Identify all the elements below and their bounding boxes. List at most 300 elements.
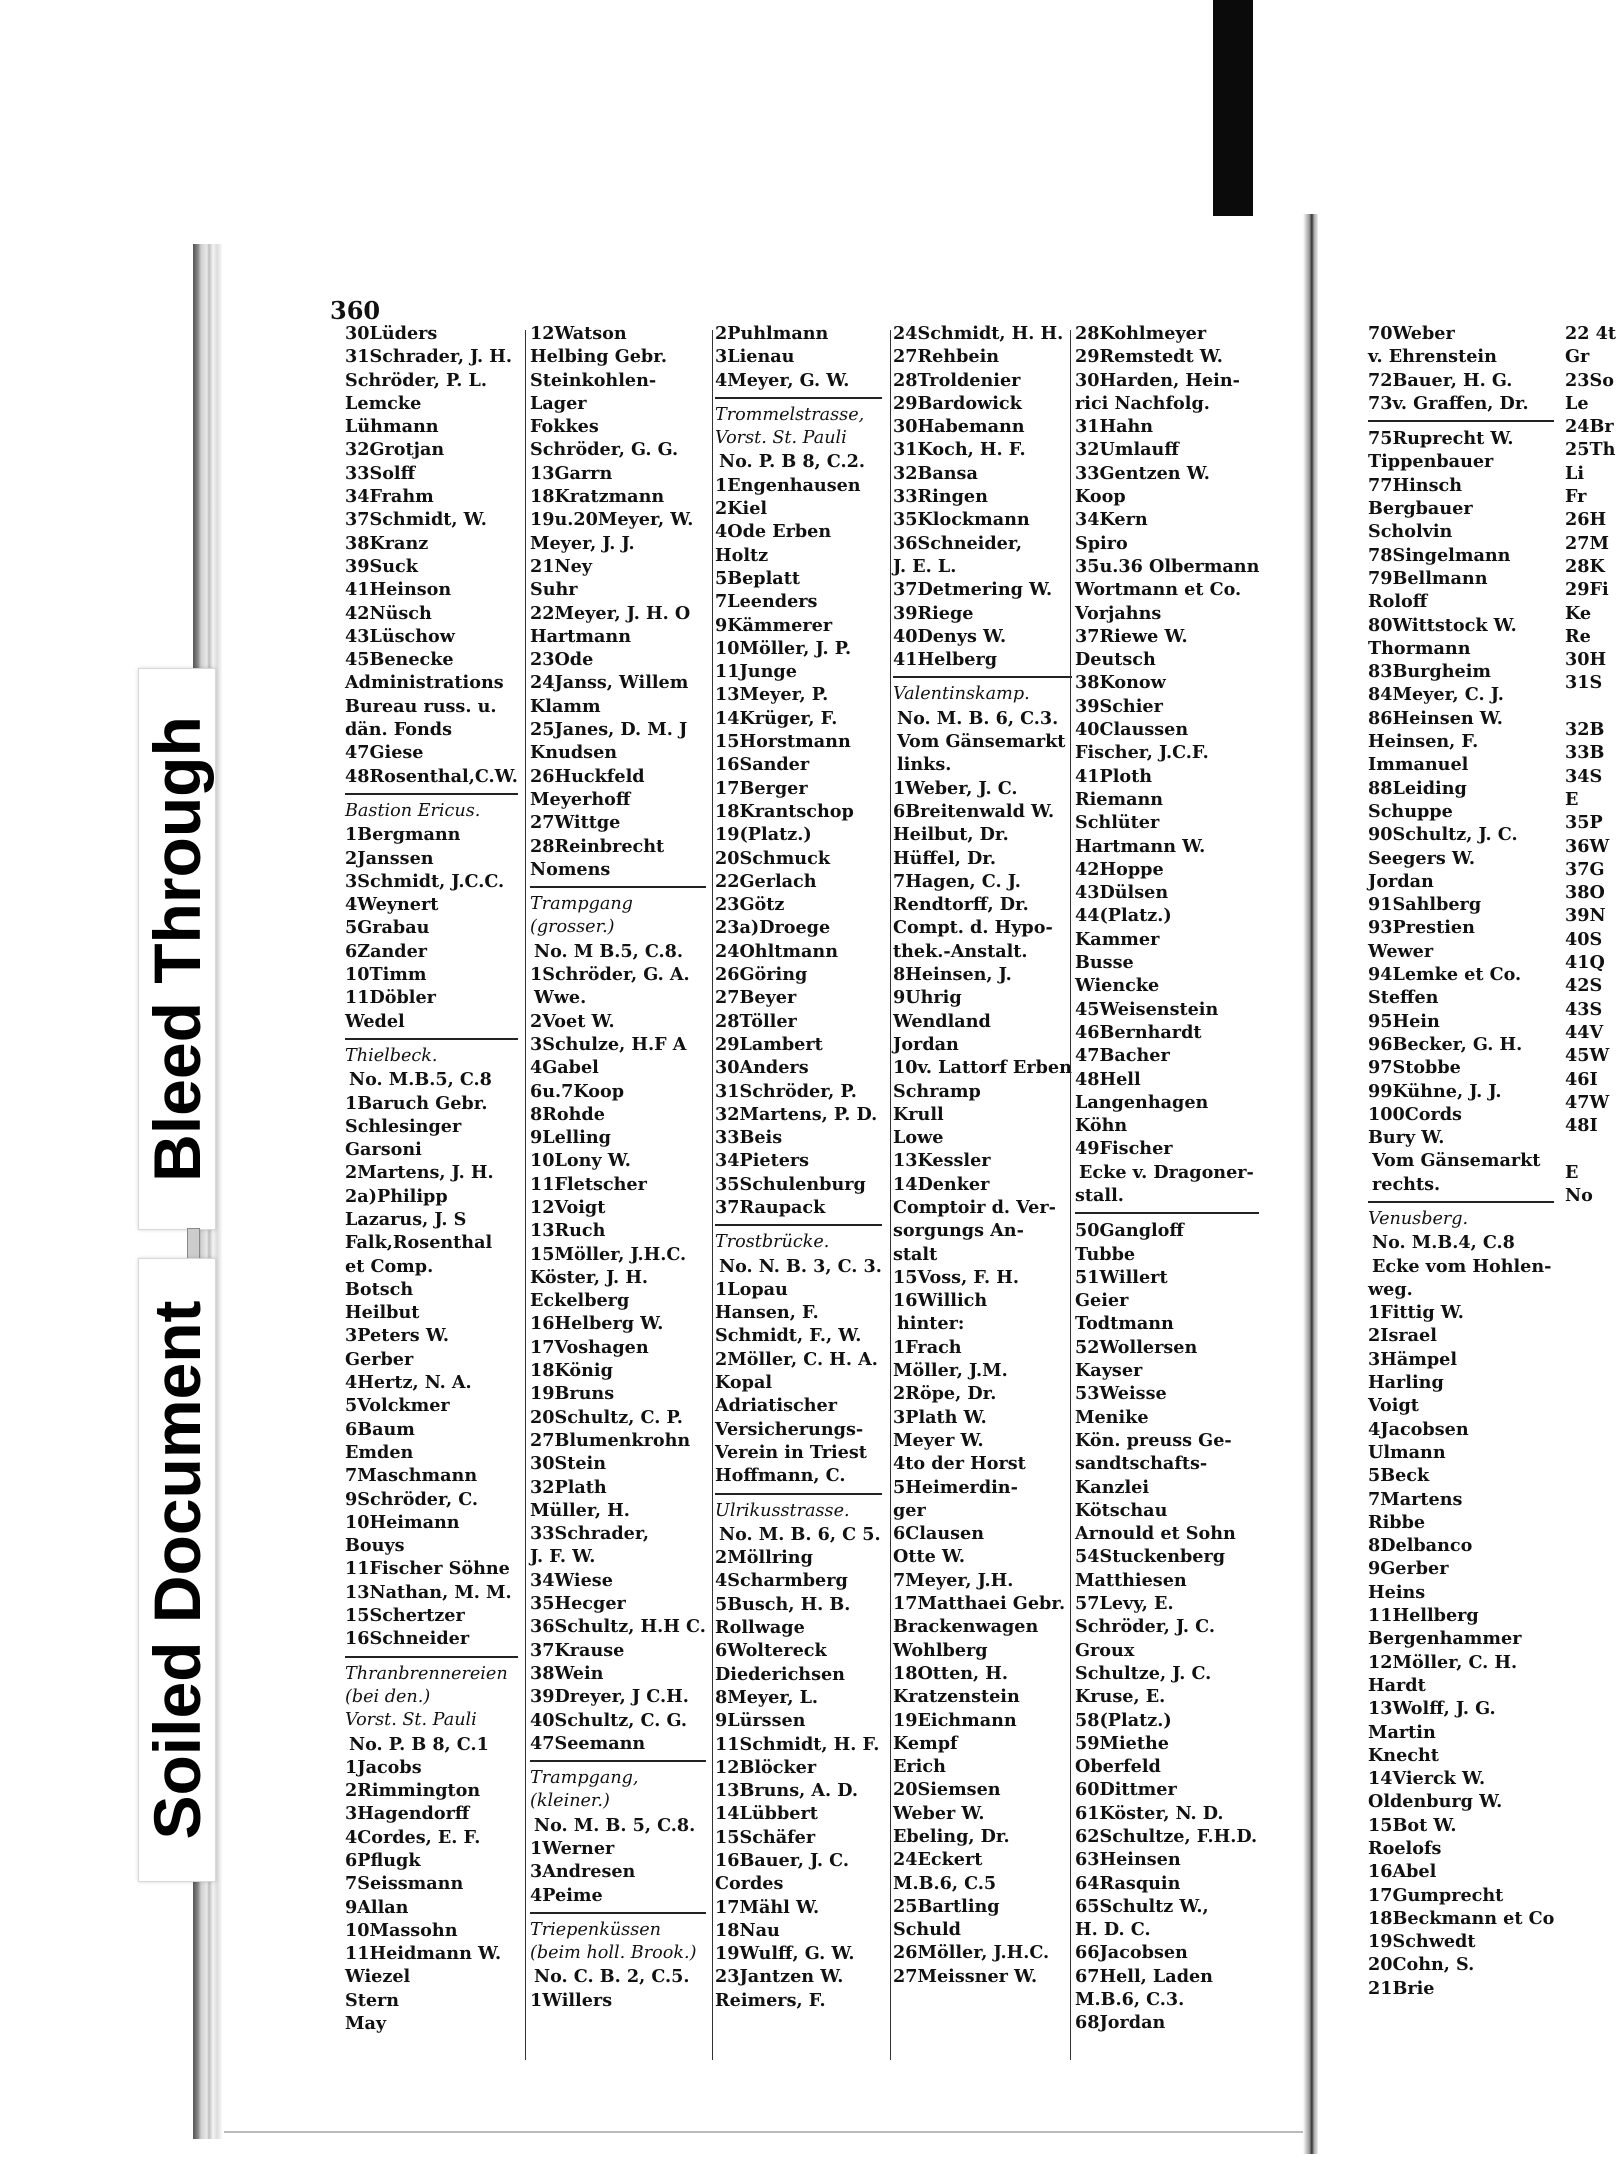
directory-entry: 96Becker, G. H. xyxy=(1368,1033,1523,1055)
directory-entry: Kön. preuss Ge- xyxy=(1075,1429,1232,1451)
directory-entry: 10Timm xyxy=(345,964,427,986)
directory-entry: 65Schultz W., xyxy=(1075,1895,1209,1917)
directory-entry: 26Huckfeld xyxy=(530,765,645,787)
directory-entry: Gr xyxy=(1565,346,1590,368)
directory-entry: 2Janssen xyxy=(345,847,434,869)
directory-entry: 61Köster, N. D. xyxy=(1075,1802,1224,1824)
directory-entry: 48Rosenthal,C.W. xyxy=(345,765,518,787)
directory-entry: 9Kämmerer xyxy=(715,614,833,636)
directory-entry: 20Schmuck xyxy=(715,847,831,869)
directory-entry: 7Meyer, J.H. xyxy=(893,1569,1014,1591)
directory-entry: Wendland xyxy=(893,1010,991,1032)
directory-entry: 44V xyxy=(1565,1021,1604,1043)
directory-entry: 1Willers xyxy=(530,1989,613,2011)
directory-entry: 40Denys W. xyxy=(893,625,1007,647)
directory-entry: 11Fletscher xyxy=(530,1173,647,1195)
directory-entry: 1Weber, J. C. xyxy=(893,777,1018,799)
directory-entry: 25Bartling xyxy=(893,1895,1000,1917)
directory-entry: 4Ode Erben xyxy=(715,521,832,543)
directory-entry: 42S xyxy=(1565,975,1603,997)
directory-entry: 6Clausen xyxy=(893,1523,985,1545)
directory-entry: Lemcke xyxy=(345,392,422,414)
directory-entry: 20Siemsen xyxy=(893,1779,1001,1801)
directory-entry: hinter: xyxy=(897,1313,965,1335)
directory-entry: Steinkohlen- xyxy=(530,369,657,391)
directory-entry: 50Gangloff xyxy=(1075,1220,1184,1242)
directory-entry: Wortmann et Co. xyxy=(1075,579,1242,601)
directory-entry: Schröder, J. C. xyxy=(1075,1616,1215,1638)
directory-entry: 59Miethe xyxy=(1075,1732,1169,1754)
directory-entry: ger xyxy=(893,1499,926,1521)
directory-entry: 18Kratzmann xyxy=(530,486,665,508)
directory-entry: 39Suck xyxy=(345,555,418,577)
directory-entry: Bury W. xyxy=(1368,1127,1445,1149)
section-rule xyxy=(530,1907,706,1919)
street-heading: Trommelstrasse, xyxy=(715,404,865,425)
directory-entry: 9Uhrig xyxy=(893,987,962,1009)
directory-entry: Kruse, E. xyxy=(1075,1686,1166,1708)
directory-entry: 9Lürssen xyxy=(715,1710,806,1732)
directory-entry: 10Möller, J. P. xyxy=(715,637,852,659)
directory-entry: 27M xyxy=(1565,532,1609,554)
directory-entry: Kopal xyxy=(715,1372,773,1394)
directory-entry: 1Engenhausen xyxy=(715,474,861,496)
directory-entry: 10Heimann xyxy=(345,1511,460,1533)
directory-entry: 8Meyer, L. xyxy=(715,1686,819,1708)
directory-entry: 11Döbler xyxy=(345,987,436,1009)
directory-entry: 11Heidmann W. xyxy=(345,1943,502,1965)
tab-bleed-through[interactable] xyxy=(138,668,216,1230)
directory-entry: 3Hämpel xyxy=(1368,1348,1458,1370)
directory-entry: Vom Gänsemarkt xyxy=(897,731,1066,753)
directory-entry: 12Möller, C. H. xyxy=(1368,1651,1518,1673)
directory-entry: 25Th xyxy=(1565,439,1616,461)
directory-entry: Lazarus, J. S xyxy=(345,1208,467,1230)
directory-entry: 75Ruprecht W. xyxy=(1368,428,1514,450)
directory-entry: Fokkes xyxy=(530,416,599,438)
directory-entry: 86Heinsen W. xyxy=(1368,707,1503,729)
directory-entry: sorgungs An- xyxy=(893,1220,1024,1242)
directory-entry: 45Benecke xyxy=(345,649,454,671)
directory-entry: 28Kohlmeyer xyxy=(1075,323,1207,344)
street-heading: Bastion Ericus. xyxy=(345,800,481,821)
directory-entry: 2a)Philipp xyxy=(345,1185,448,1207)
directory-entry: Steffen xyxy=(1368,987,1439,1009)
directory-entry: 17Gumprecht xyxy=(1368,1884,1504,1906)
directory-entry: 72Bauer, H. G. xyxy=(1368,369,1513,391)
directory-entry: 38O xyxy=(1565,882,1605,904)
directory-entry: Ribbe xyxy=(1368,1511,1426,1533)
directory-entry: 40Schultz, C. G. xyxy=(530,1709,688,1731)
directory-entry: Schlesinger xyxy=(345,1115,462,1137)
directory-entry: 16Schneider xyxy=(345,1628,470,1650)
directory-entry: Ulmann xyxy=(1368,1441,1446,1463)
directory-entry: Riemann xyxy=(1075,788,1164,810)
directory-entry: Scholvin xyxy=(1368,521,1453,543)
directory-entry: Rendtorff, Dr. xyxy=(893,894,1029,916)
directory-entry: 47Bacher xyxy=(1075,1045,1170,1067)
directory-entry: 9Schröder, C. xyxy=(345,1488,479,1510)
directory-entry xyxy=(1565,695,1616,718)
directory-entry: Seegers W. xyxy=(1368,847,1476,869)
directory-entry: 58(Platz.) xyxy=(1075,1709,1172,1731)
directory-entry: 11Fischer Söhne xyxy=(345,1558,510,1580)
directory-entry: 13Bruns, A. D. xyxy=(715,1780,859,1802)
directory-entry: 4Jacobsen xyxy=(1368,1418,1469,1440)
directory-entry: 80Wittstock W. xyxy=(1368,614,1517,636)
directory-entry: 63Heinsen xyxy=(1075,1849,1181,1871)
directory-entry: 5Beplatt xyxy=(715,567,800,589)
directory-entry: No. P. B 8, C.2. xyxy=(719,451,865,473)
directory-entry: 45W xyxy=(1565,1045,1610,1067)
directory-entry: 37G xyxy=(1565,858,1605,880)
directory-entry: Meyer, J. J. xyxy=(530,532,635,554)
directory-entry: 32Bansa xyxy=(893,462,978,484)
directory-entry: Schröder, P. L. xyxy=(345,369,488,391)
directory-entry: 15Horstmann xyxy=(715,731,851,753)
directory-entry: 17Mähl W. xyxy=(715,1896,820,1918)
directory-entry: 23So xyxy=(1565,369,1614,391)
directory-entry: 37Detmering W. xyxy=(893,579,1053,601)
directory-entry: Hartmann xyxy=(530,625,632,647)
directory-entry: 39Riege xyxy=(893,602,974,624)
column-divider xyxy=(712,330,713,2060)
directory-entry: 42Nüsch xyxy=(345,602,432,624)
directory-entry: 8Rohde xyxy=(530,1103,605,1125)
directory-entry: Wwe. xyxy=(534,987,587,1009)
directory-entry: Schmidt, F., W. xyxy=(715,1325,862,1347)
directory-entry: Ebeling, Dr. xyxy=(893,1826,1010,1847)
section-rule xyxy=(715,1219,882,1231)
directory-entry: 20Cohn, S. xyxy=(1368,1954,1475,1976)
directory-entry: 67Hell, Laden xyxy=(1075,1965,1213,1987)
directory-entry: 5Busch, H. B. xyxy=(715,1593,851,1615)
directory-entry: Ke xyxy=(1565,602,1592,624)
directory-entry: Tippenbauer xyxy=(1368,451,1494,473)
directory-entry: Bergbauer xyxy=(1368,498,1473,520)
street-heading: (beim holl. Brook.) xyxy=(530,1943,697,1964)
directory-entry: 8Delbanco xyxy=(1368,1535,1473,1557)
directory-entry: Deutsch xyxy=(1075,649,1156,671)
directory-entry: Erich xyxy=(893,1756,946,1778)
section-rule xyxy=(1368,1196,1554,1208)
directory-entry: Bureau russ. u. xyxy=(345,695,497,717)
directory-entry: 100Cords xyxy=(1368,1103,1462,1125)
directory-entry: Adriatischer xyxy=(715,1395,837,1417)
directory-entry: Menike xyxy=(1075,1406,1149,1428)
directory-entry: 2Puhlmann xyxy=(715,323,829,344)
directory-entry: Wohlberg xyxy=(893,1639,988,1661)
directory-entry: 1Bergmann xyxy=(345,824,461,846)
street-heading: Trostbrücke. xyxy=(715,1232,830,1253)
directory-entry: No. P. B 8, C.1 xyxy=(349,1733,489,1755)
directory-entry: 12Watson xyxy=(530,323,627,344)
directory-entry: 34Pieters xyxy=(715,1150,810,1172)
directory-entry: 45Weisenstein xyxy=(1075,998,1219,1020)
directory-entry: 37Krause xyxy=(530,1639,625,1661)
directory-entry: 52Wollersen xyxy=(1075,1336,1198,1358)
directory-entry: 30Lüders xyxy=(345,323,438,344)
directory-entry: 1Frach xyxy=(893,1336,962,1358)
directory-entry: 27Blumenkrohn xyxy=(530,1429,691,1451)
directory-entry: Koop xyxy=(1075,486,1126,508)
section-rule xyxy=(530,1755,706,1767)
directory-entry: M.B.6, C.5 xyxy=(893,1872,997,1894)
directory-entry: 7Seissmann xyxy=(345,1873,464,1895)
directory-entry: Stern xyxy=(345,1989,400,2011)
directory-entry: 29Bardowick xyxy=(893,392,1022,414)
tab-soiled-document-label: Soiled Document xyxy=(140,1300,214,1840)
directory-entry: 39Dreyer, J C.H. xyxy=(530,1686,689,1708)
directory-entry: 30Harden, Hein- xyxy=(1075,369,1240,391)
directory-entry: 7Martens xyxy=(1368,1488,1463,1510)
directory-entry: links. xyxy=(897,754,952,776)
directory-entry: 28K xyxy=(1565,555,1605,577)
directory-entry: 35Hecger xyxy=(530,1593,626,1615)
directory-entry: 41Heinson xyxy=(345,579,452,601)
directory-entry: 6Zander xyxy=(345,940,428,962)
directory-entry: 4Cordes, E. F. xyxy=(345,1826,481,1848)
directory-entry: Hoffmann, C. xyxy=(715,1465,846,1487)
directory-entry: 31Schrader, J. H. xyxy=(345,346,513,368)
directory-entry: 88Leiding xyxy=(1368,777,1467,799)
directory-entry: No. M.B.5, C.8 xyxy=(349,1069,492,1091)
directory-entry: 37Schmidt, W. xyxy=(345,509,487,531)
directory-entry: 1Baruch Gebr. xyxy=(345,1092,488,1114)
directory-entry: v. Ehrenstein xyxy=(1368,346,1497,368)
directory-entry: 13Garrn xyxy=(530,462,613,484)
directory-entry: 4Peime xyxy=(530,1884,603,1906)
directory-entry: 41Ploth xyxy=(1075,765,1153,787)
directory-entry: 17Berger xyxy=(715,777,808,799)
directory-entry: 14Denker xyxy=(893,1173,990,1195)
section-rule xyxy=(345,1033,518,1045)
directory-entry: 22 4t xyxy=(1565,323,1616,344)
section-rule xyxy=(715,1488,882,1500)
directory-entry: 77Hinsch xyxy=(1368,474,1462,496)
directory-entry: 39N xyxy=(1565,905,1606,927)
directory-entry: 1Schröder, G. A. xyxy=(530,964,690,986)
directory-entry: 24Ohltmann xyxy=(715,940,839,962)
directory-entry: Verein in Triest xyxy=(715,1441,867,1463)
directory-entry: 51Willert xyxy=(1075,1266,1168,1288)
directory-entry: H. D. C. xyxy=(1075,1919,1151,1941)
directory-entry: 3Lienau xyxy=(715,346,795,368)
directory-entry: Knudsen xyxy=(530,742,618,764)
directory-entry: 53Weisse xyxy=(1075,1383,1167,1405)
directory-entry: 31Koch, H. F. xyxy=(893,439,1026,461)
directory-entry: 2Möller, C. H. A. xyxy=(715,1348,878,1370)
directory-entry: 23a)Droege xyxy=(715,917,831,939)
directory-entry: 23Jantzen W. xyxy=(715,1966,844,1988)
directory-entry: 2Martens, J. H. xyxy=(345,1162,494,1184)
column-divider xyxy=(890,330,891,2060)
street-heading: Ulrikusstrasse. xyxy=(715,1500,850,1521)
directory-entry: 83Burgheim xyxy=(1368,661,1492,683)
directory-entry: Comptoir d. Ver- xyxy=(893,1196,1056,1218)
directory-entry: 40S xyxy=(1565,928,1603,950)
directory-entry: Heins xyxy=(1368,1581,1426,1603)
directory-entry: Arnould et Sohn xyxy=(1075,1523,1236,1545)
directory-entry: 9Allan xyxy=(345,1896,409,1918)
directory-entry: 11Hellberg xyxy=(1368,1605,1479,1627)
directory-entry: Rollwage xyxy=(715,1617,805,1639)
directory-entry: 4Weynert xyxy=(345,894,439,916)
directory-entry: Weber W. xyxy=(893,1802,985,1824)
directory-entry: 34S xyxy=(1565,765,1603,787)
directory-entry: Kammer xyxy=(1075,928,1160,950)
directory-entry: Groux xyxy=(1075,1639,1135,1661)
directory-entry: 18König xyxy=(530,1360,613,1382)
directory-entry: rechts. xyxy=(1372,1173,1441,1195)
directory-entry: 9Lelling xyxy=(530,1127,611,1149)
directory-entry: Hartmann W. xyxy=(1075,835,1206,857)
directory-entry: 3Andresen xyxy=(530,1861,636,1883)
directory-entry: Administrations xyxy=(345,672,504,694)
tab-soiled-document[interactable] xyxy=(138,1258,216,1882)
directory-entry: No. M. B. 5, C.8. xyxy=(534,1814,696,1836)
directory-entry: M.B.6, C.3. xyxy=(1075,1989,1185,2011)
directory-entry: stall. xyxy=(1075,1184,1124,1206)
directory-entry: Voigt xyxy=(1368,1395,1419,1417)
directory-entry: 26H xyxy=(1565,509,1607,531)
directory-entry: 66Jacobsen xyxy=(1075,1942,1188,1964)
directory-entry: 39Schier xyxy=(1075,695,1163,717)
directory-entry: 2Möllring xyxy=(715,1547,813,1569)
directory-entry: Helbing Gebr. xyxy=(530,346,668,368)
directory-entry: No. C. B. 2, C.5. xyxy=(534,1966,690,1988)
directory-entry: Knecht xyxy=(1368,1744,1439,1766)
directory-entry: 29Fi xyxy=(1565,579,1609,601)
directory-entry: 62Schultze, F.H.D. xyxy=(1075,1826,1258,1847)
directory-entry: 90Schultz, J. C. xyxy=(1368,824,1518,846)
directory-entry: 16Bauer, J. C. xyxy=(715,1850,850,1871)
street-heading: Thielbeck. xyxy=(345,1045,438,1066)
directory-entry: 35u.36 Olbermann xyxy=(1075,555,1260,577)
column-1 xyxy=(345,322,518,2035)
directory-entry: Martin xyxy=(1368,1721,1436,1743)
page-number: 360 xyxy=(330,296,381,325)
directory-entry: 35P xyxy=(1565,812,1603,834)
directory-entry: 6u.7Koop xyxy=(530,1080,625,1102)
directory-entry: 37Raupack xyxy=(715,1196,826,1218)
directory-entry: Ecke vom Hohlen- xyxy=(1372,1255,1552,1277)
directory-entry: 3Peters W. xyxy=(345,1325,449,1347)
directory-entry: Schröder, G. G. xyxy=(530,439,679,461)
directory-entry: 7Leenders xyxy=(715,591,818,613)
directory-entry: 4Hertz, N. A. xyxy=(345,1372,472,1394)
directory-entry: Müller, H. xyxy=(530,1499,630,1521)
directory-entry: 11Schmidt, H. F. xyxy=(715,1733,880,1755)
directory-entry: 27Wittge xyxy=(530,812,621,834)
directory-entry: Möller, J.M. xyxy=(893,1360,1008,1382)
directory-entry: 27Beyer xyxy=(715,987,797,1009)
directory-entry: 2Röpe, Dr. xyxy=(893,1383,997,1405)
directory-entry: 5Heimerdin- xyxy=(893,1476,1018,1498)
directory-entry: 23Ode xyxy=(530,649,594,671)
directory-entry: Emden xyxy=(345,1441,414,1463)
directory-entry: Kanzlei xyxy=(1075,1476,1150,1498)
directory-entry: 28Töller xyxy=(715,1010,797,1032)
directory-entry: No. M.B.4, C.8 xyxy=(1372,1232,1515,1254)
directory-entry: Harling xyxy=(1368,1372,1444,1394)
directory-entry: 2Kiel xyxy=(715,498,768,520)
directory-entry: Fr xyxy=(1565,486,1587,508)
directory-entry: 5Beck xyxy=(1368,1465,1430,1487)
directory-entry: 43Dülsen xyxy=(1075,882,1169,904)
directory-entry: Tubbe xyxy=(1075,1243,1136,1265)
directory-entry: 68Jordan xyxy=(1075,2012,1166,2034)
directory-entry: 3Plath W. xyxy=(893,1406,987,1428)
directory-entry: 34Frahm xyxy=(345,486,434,508)
directory-entry xyxy=(1565,1137,1616,1160)
directory-entry: 10Massohn xyxy=(345,1919,458,1941)
directory-entry: Geier xyxy=(1075,1290,1129,1312)
directory-entry: 31S xyxy=(1565,672,1603,694)
directory-entry: 13Wolff, J. G. xyxy=(1368,1698,1496,1720)
directory-entry: 93Prestien xyxy=(1368,917,1475,939)
directory-entry: No. M. B. 6, C 5. xyxy=(719,1523,881,1545)
directory-entry: 14Lübbert xyxy=(715,1803,818,1825)
directory-entry: 4Gabel xyxy=(530,1057,599,1079)
street-heading: (kleiner.) xyxy=(530,1791,610,1812)
directory-entry: 5Volckmer xyxy=(345,1395,450,1417)
street-heading: Vorst. St. Pauli xyxy=(345,1710,477,1731)
directory-entry: 6Baum xyxy=(345,1418,415,1440)
directory-entry: 31Schröder, P. xyxy=(715,1080,857,1102)
directory-entry: 13Kessler xyxy=(893,1150,991,1172)
directory-entry: 25Janes, D. M. J xyxy=(530,719,688,741)
directory-entry: Heilbut xyxy=(345,1302,420,1324)
directory-entry: 26Möller, J.H.C. xyxy=(893,1942,1050,1964)
directory-entry: 19u.20Meyer, W. xyxy=(530,509,694,531)
section-rule xyxy=(530,881,706,893)
directory-entry: 47W xyxy=(1565,1091,1610,1113)
street-heading: (bei den.) xyxy=(345,1686,431,1707)
directory-entry: 7Hagen, C. J. xyxy=(893,870,1021,892)
directory-entry: Immanuel xyxy=(1368,754,1469,776)
directory-entry: Lowe xyxy=(893,1127,944,1149)
directory-entry: et Comp. xyxy=(345,1255,434,1277)
directory-entry: Reimers, F. xyxy=(715,1989,826,2011)
directory-entry: Spiro xyxy=(1075,532,1128,554)
directory-entry: 19Schwedt xyxy=(1368,1931,1476,1953)
directory-entry: 4to der Horst xyxy=(893,1453,1026,1475)
street-heading: Triepenküssen xyxy=(530,1919,661,1940)
directory-entry: 13Meyer, P. xyxy=(715,684,829,706)
directory-entry: 18Krantschop xyxy=(715,800,854,822)
directory-entry: 33Ringen xyxy=(893,486,988,508)
directory-entry: Heilbut, Dr. xyxy=(893,824,1009,846)
directory-entry: 31Hahn xyxy=(1075,416,1154,438)
directory-entry: Nomens xyxy=(530,858,611,880)
section-rule xyxy=(1368,415,1554,427)
directory-entry: 9Gerber xyxy=(1368,1558,1449,1580)
directory-entry: Cordes xyxy=(715,1873,784,1895)
directory-entry: 19Wulff, G. W. xyxy=(715,1943,855,1965)
directory-entry: 12Voigt xyxy=(530,1196,606,1218)
directory-entry: thek.-Anstalt. xyxy=(893,940,1028,962)
directory-entry: No. M. B. 6, C.3. xyxy=(897,707,1059,729)
directory-entry: 21Brie xyxy=(1368,1977,1435,1999)
directory-entry: Meyerhoff xyxy=(530,788,631,810)
directory-entry: Köster, J. H. xyxy=(530,1266,649,1288)
directory-entry: 43Lüschow xyxy=(345,625,455,647)
directory-entry: Falk,Rosenthal xyxy=(345,1232,493,1254)
directory-entry: 17Voshagen xyxy=(530,1336,649,1358)
column-6 xyxy=(1368,322,1554,2000)
directory-entry: Matthiesen xyxy=(1075,1569,1187,1591)
